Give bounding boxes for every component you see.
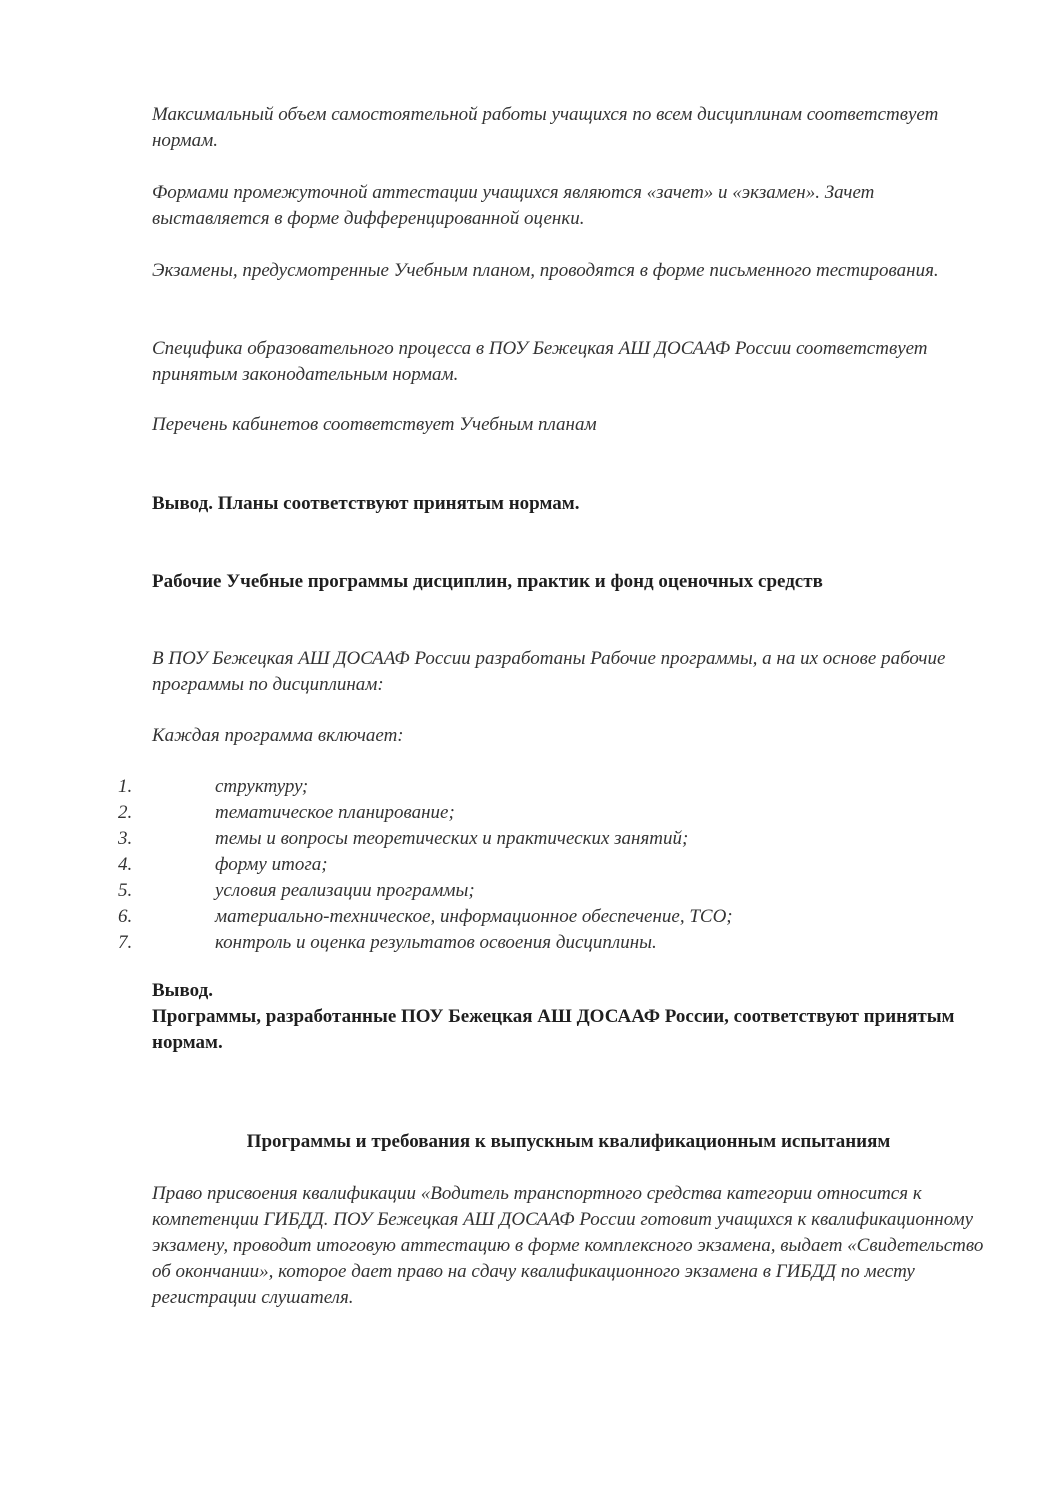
- list-item-text: условия реализации программы;: [215, 880, 475, 901]
- conclusion-plans: Вывод. Планы соответствуют принятым нормам.: [152, 493, 580, 514]
- list-item-number: 5.: [118, 880, 133, 901]
- list-item-text: структуру;: [215, 776, 309, 797]
- conclusion-label: Вывод.: [152, 980, 213, 1001]
- list-item-number: 7.: [118, 932, 133, 953]
- list-item-number: 3.: [118, 828, 133, 849]
- list-item-number: 6.: [118, 906, 133, 927]
- section-heading-programs: Рабочие Учебные программы дисциплин, практик и фонд оценочных средств: [152, 571, 823, 592]
- list-item-text: материально-техническое, информационное обеспечение, ТСО;: [215, 906, 733, 927]
- paragraph-process-specifics: Специфика образовательного процесса в ПОУ Бежецкая АШ ДОСААФ России соответствует принятым законодательным нормам.: [152, 338, 928, 385]
- list-item-number: 2.: [118, 802, 133, 823]
- list-item: [0, 904, 1061, 930]
- paragraph-exams: Экзамены, предусмотренные Учебным планом, проводятся в форме письменного тестирования.: [152, 260, 939, 281]
- list-item-text: тематическое планирование;: [215, 802, 455, 823]
- list-item: [0, 826, 1061, 852]
- list-item: [0, 930, 1061, 956]
- section-heading-final-exams: Программы и требования к выпускным квалификационным испытаниям: [246, 1131, 891, 1152]
- paragraph-attestation-forms: Формами промежуточной аттестации учащихся являются «зачет» и «экзамен». Зачет выставляется в форме дифференцированной оценки.: [152, 182, 875, 229]
- list-item-text: темы и вопросы теоретических и практических занятий;: [215, 828, 689, 849]
- conclusion-programs: Программы, разработанные ПОУ Бежецкая АШ ДОСААФ России, соответствуют принятым нормам.: [152, 1006, 955, 1053]
- paragraph-list-intro: Каждая программа включает:: [152, 725, 404, 746]
- list-item: [0, 774, 1061, 800]
- paragraph-independent-work: Максимальный объем самостоятельной работы учащихся по всем дисциплинам соответствует нормам.: [152, 104, 939, 151]
- list-item: [0, 800, 1061, 826]
- program-contents-list: [0, 774, 1061, 956]
- list-item-text: контроль и оценка результатов освоения дисциплины.: [215, 932, 657, 953]
- paragraph-qualification: Право присвоения квалификации «Водитель транспортного средства категории относится к компетенции ГИБДД. ПОУ Бежецкая АШ ДОСААФ России готовит учащихся к квалификационному экзамену, проводит итоговую аттестацию в форме комплексного экзамена, выдает «Свидетельство об окончании», которое дает право на сдачу квалификационного экзамена в ГИБДД по месту регистрации слушателя.: [152, 1183, 984, 1308]
- list-item: [0, 852, 1061, 878]
- list-item-number: 4.: [118, 854, 133, 875]
- paragraph-programs-intro: В ПОУ Бежецкая АШ ДОСААФ России разработаны Рабочие программы, а на их основе рабочие программы по дисциплинам:: [152, 648, 946, 695]
- paragraph-cabinets: Перечень кабинетов соответствует Учебным планам: [152, 414, 597, 435]
- list-item: [0, 878, 1061, 904]
- list-item-number: 1.: [118, 776, 133, 797]
- list-item-text: форму итога;: [215, 854, 328, 875]
